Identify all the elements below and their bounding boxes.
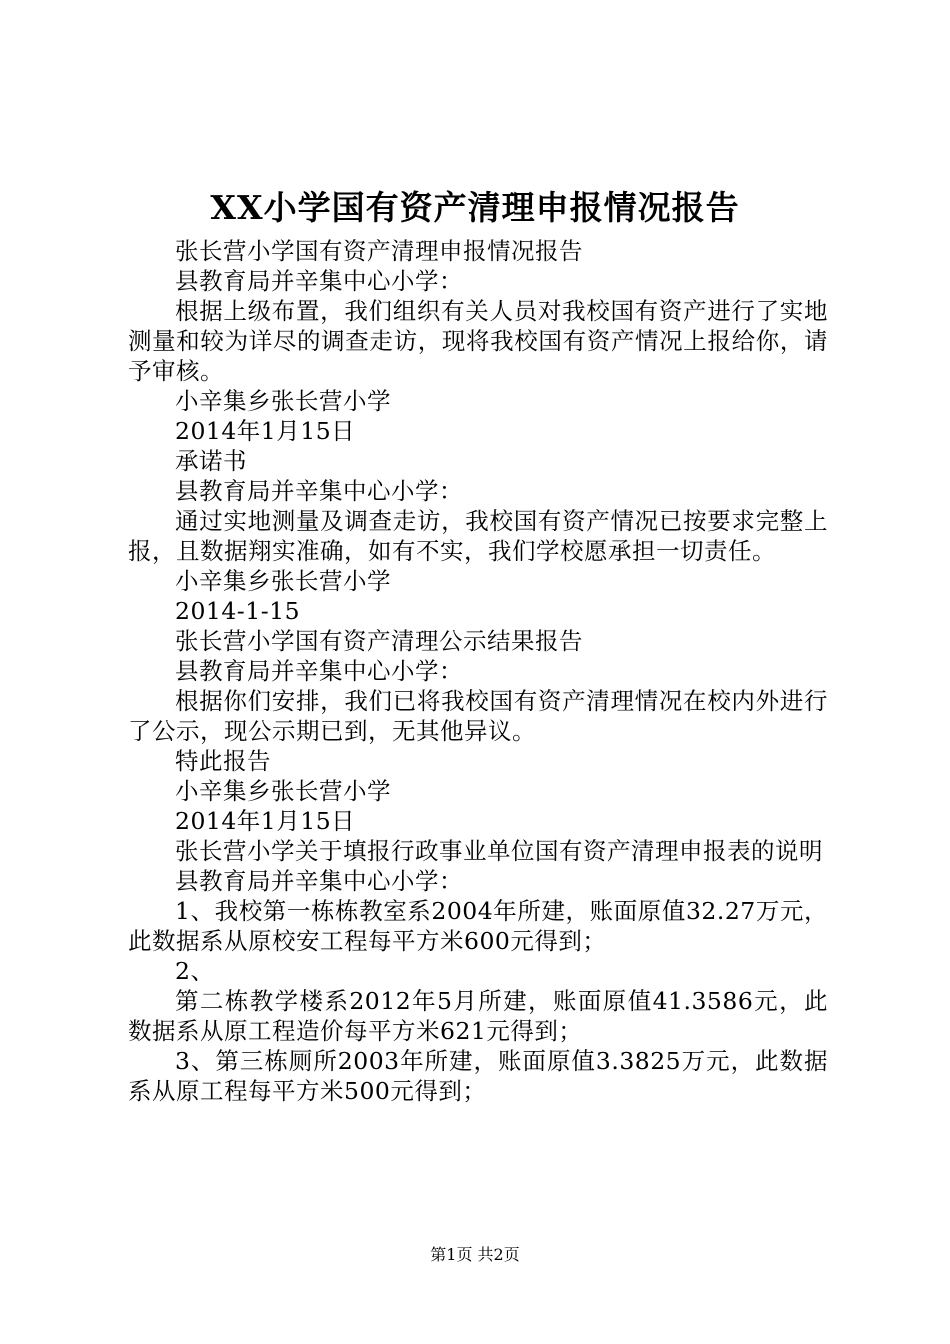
paragraph-addressee: 县教育局并辛集中心小学： [175,267,463,295]
paragraph-date: 2014年1月15日 [175,807,356,835]
paragraph-date: 2014年1月15日 [175,417,356,445]
paragraph-date: 2014-1-15 [175,597,301,625]
paragraph-signature: 小辛集乡张长营小学 [175,567,391,595]
paragraph-addressee: 县教育局并辛集中心小学： [175,477,463,505]
paragraph-item-1: 1、我校第一栋栋教室系2004年所建，账面原值32.27万元，此数据系从原校安工程每平方米600元得到； [128,897,828,955]
paragraph-closing: 特此报告 [175,747,271,775]
paragraph-report-body: 根据上级布置，我们组织有关人员对我校国有资产进行了实地测量和较为详尽的调查走访，现将我校国有资产情况上报给你，请予审核。 [128,297,828,385]
document-title: XX小学国有资产清理申报情况报告 [210,188,740,227]
paragraph-publicity-body: 根据你们安排，我们已将我校国有资产清理情况在校内外进行了公示，现公示期已到，无其他异议。 [128,687,828,745]
paragraph-item-2: 第二栋教学楼系2012年5月所建，账面原值41.3586元，此数据系从原工程造价每平方米621元得到； [128,987,828,1045]
paragraph-signature: 小辛集乡张长营小学 [175,387,391,415]
paragraph-signature: 小辛集乡张长营小学 [175,777,391,805]
paragraph-publicity-heading: 张长营小学国有资产清理公示结果报告 [175,627,583,655]
paragraph-addressee: 县教育局并辛集中心小学： [175,867,463,895]
document-body [128,236,828,1106]
paragraph-pledge-heading: 承诺书 [175,447,247,475]
paragraph-item-3: 3、第三栋厕所2003年所建，账面原值3.3825万元，此数据系从原工程每平方米500元得到； [128,1047,828,1105]
paragraph-report-heading: 张长营小学国有资产清理申报情况报告 [175,237,583,265]
paragraph-explanation-heading: 张长营小学关于填报行政事业单位国有资产清理申报表的说明 [175,837,823,865]
page-number-footer: 第1页 共2页 [430,1245,520,1264]
paragraph-item-2-number: 2、 [175,957,215,985]
paragraph-pledge-body: 通过实地测量及调查走访，我校国有资产情况已按要求完整上报，且数据翔实准确，如有不实，我们学校愿承担一切责任。 [128,507,828,565]
paragraph-addressee: 县教育局并辛集中心小学： [175,657,463,685]
